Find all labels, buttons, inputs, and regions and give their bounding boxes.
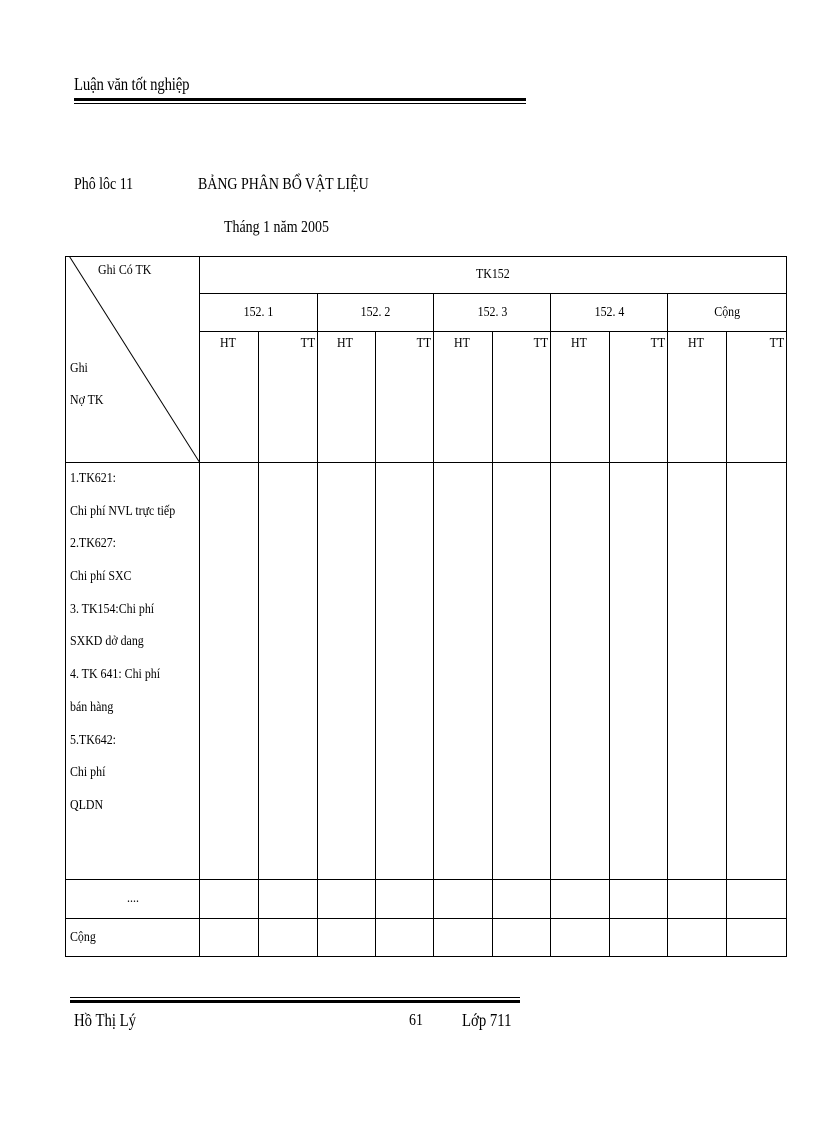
value-cell: [668, 463, 727, 880]
total-row-label: Cộng: [66, 919, 200, 957]
table-title: BẢNG PHÂN BỔ VẬT LIỆU: [198, 174, 369, 193]
diagonal-divider: [66, 257, 200, 463]
value-cell: [551, 463, 610, 880]
account-line: 2.TK627:: [70, 536, 116, 552]
value-cell: [376, 919, 434, 957]
value-cell: [434, 880, 493, 919]
allocation-table: [65, 256, 787, 957]
value-cell: [610, 880, 668, 919]
group-header-tk152: TK152: [200, 257, 787, 294]
value-cell: [259, 463, 318, 880]
document-header: Luận văn tốt nghiệp: [74, 74, 190, 94]
value-cell: [668, 880, 727, 919]
account-line: QLDN: [70, 797, 104, 813]
footer-author: Hồ Thị Lý: [74, 1010, 137, 1030]
value-cell: [434, 463, 493, 880]
sub-account-header-total: Cộng: [668, 294, 787, 332]
sub-account-header: 152. 3: [434, 294, 551, 332]
value-cell: [610, 463, 668, 880]
ht-header: HT: [434, 332, 493, 463]
ellipsis-row-label: ....: [66, 880, 200, 919]
account-line: 1.TK621:: [70, 471, 116, 486]
tt-header: TT: [610, 332, 668, 463]
value-cell: [200, 880, 259, 919]
appendix-label: Phô lôc 11: [74, 174, 134, 193]
sub-account-header: 152. 2: [318, 294, 434, 332]
table-subtitle: Tháng 1 năm 2005: [224, 217, 329, 236]
value-cell: [318, 463, 376, 880]
footer-rule-thin: [70, 997, 520, 998]
tt-header: TT: [727, 332, 787, 463]
diagonal-header-cell: [66, 257, 200, 463]
value-cell: [551, 919, 610, 957]
corner-top-label: Ghi Có TK: [98, 263, 152, 278]
debit-accounts-cell: [66, 463, 200, 880]
value-cell: [318, 880, 376, 919]
value-cell: [727, 880, 787, 919]
value-cell: [259, 919, 318, 957]
account-line: Chi phí SXC: [70, 569, 132, 585]
tt-header: TT: [376, 332, 434, 463]
value-cell: [727, 919, 787, 957]
ht-header: HT: [200, 332, 259, 463]
header-rule-thin: [74, 103, 526, 104]
corner-bottom-label-1: Ghi: [70, 361, 88, 376]
ht-header: HT: [318, 332, 376, 463]
ht-header: HT: [668, 332, 727, 463]
account-line: Chi phí NVL trực tiếp: [70, 503, 176, 519]
account-line: 4. TK 641: Chi phí: [70, 667, 161, 683]
ht-header: HT: [551, 332, 610, 463]
account-line: bán hàng: [70, 699, 114, 715]
value-cell: [376, 880, 434, 919]
value-cell: [668, 919, 727, 957]
value-cell: [200, 463, 259, 880]
value-cell: [610, 919, 668, 957]
account-line: 5.TK642:: [70, 732, 116, 748]
value-cell: [376, 463, 434, 880]
account-line: 3. TK154:Chi phí: [70, 601, 155, 617]
account-line: Chi phí: [70, 765, 106, 781]
footer-class: Lớp 711: [462, 1010, 512, 1030]
value-cell: [493, 919, 551, 957]
footer-page-number: 61: [409, 1010, 423, 1029]
header-rule-thick: [74, 98, 526, 101]
value-cell: [493, 463, 551, 880]
account-line: SXKD dở dang: [70, 634, 144, 650]
tt-header: TT: [259, 332, 318, 463]
value-cell: [727, 463, 787, 880]
sub-account-header: 152. 4: [551, 294, 668, 332]
value-cell: [434, 919, 493, 957]
value-cell: [318, 919, 376, 957]
sub-account-header: 152. 1: [200, 294, 318, 332]
value-cell: [551, 880, 610, 919]
corner-bottom-label-2: Nợ TK: [70, 393, 104, 408]
tt-header: TT: [493, 332, 551, 463]
footer-rule-thick: [70, 1000, 520, 1003]
value-cell: [493, 880, 551, 919]
value-cell: [200, 919, 259, 957]
value-cell: [259, 880, 318, 919]
